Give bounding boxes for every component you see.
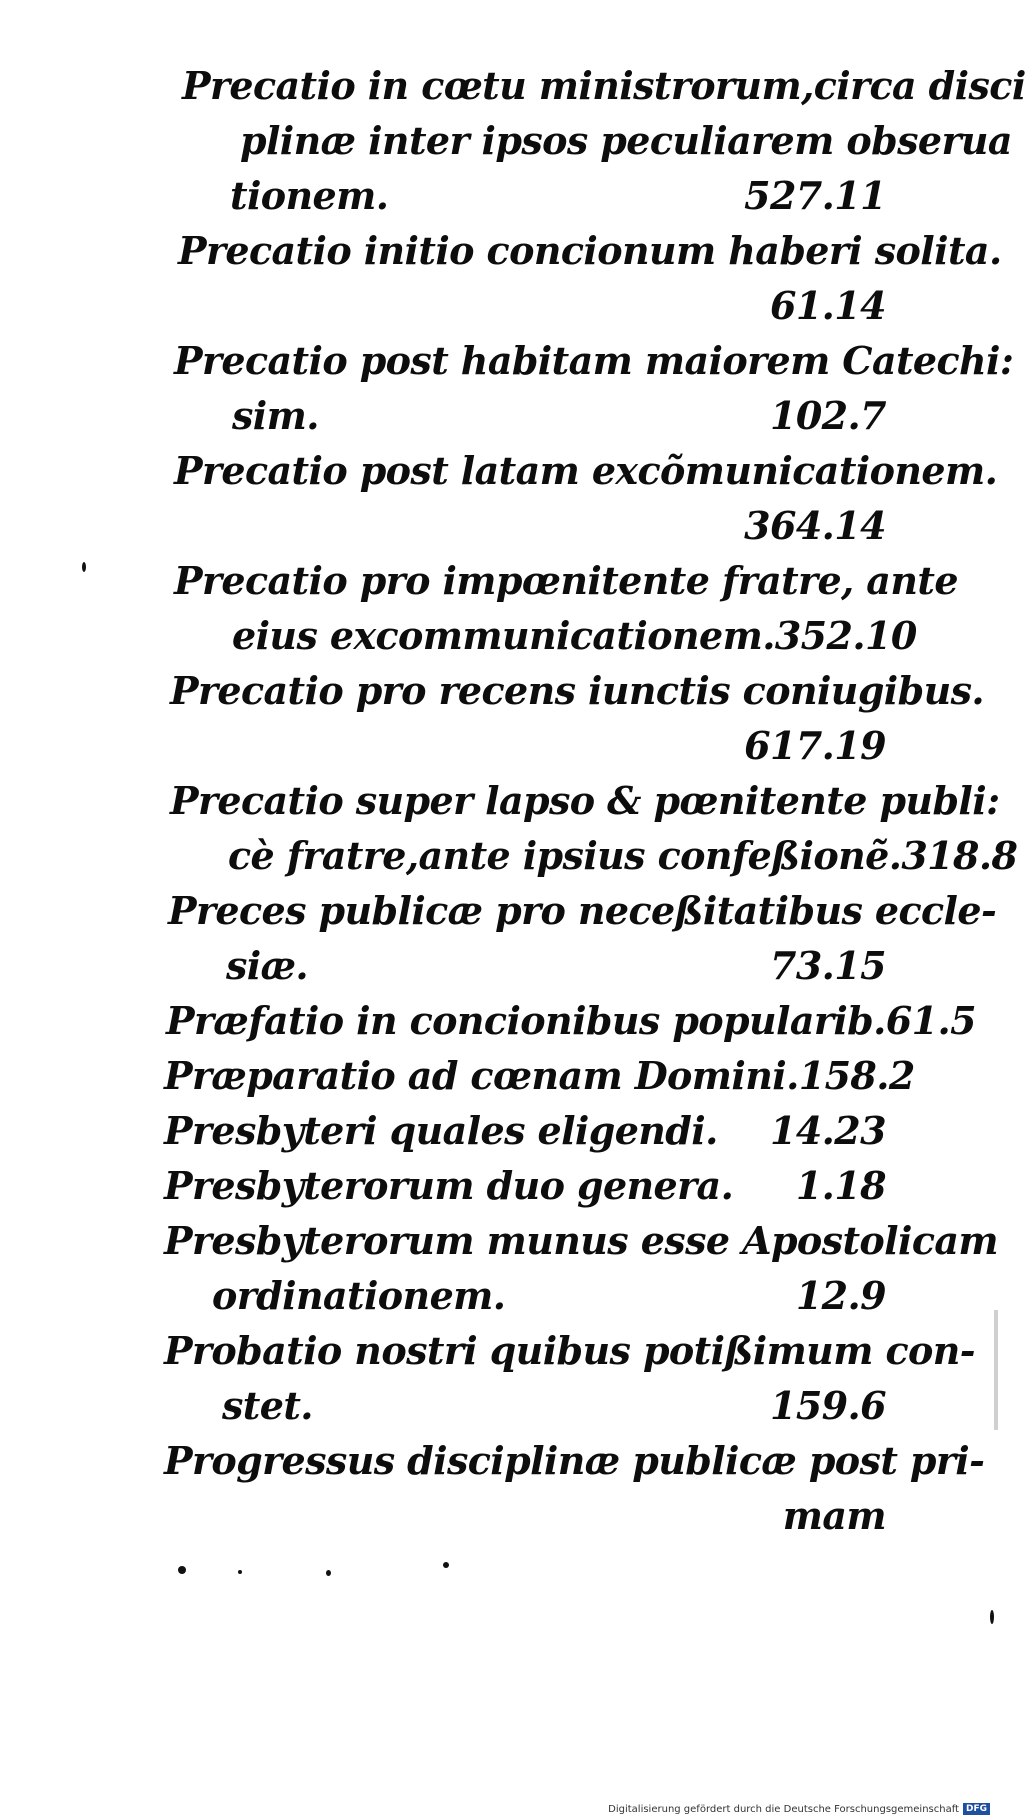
page-reference: 364.14	[744, 503, 886, 548]
entry-line	[164, 1323, 975, 1378]
digitization-footer	[608, 1803, 990, 1815]
page-reference: 14.23	[770, 1108, 886, 1153]
index-entry	[178, 223, 1002, 333]
entry-text: Precatio super lapso & pœnitente publi:	[170, 778, 1000, 823]
index-entry	[174, 333, 1014, 443]
page-reference: 12.9	[795, 1273, 886, 1318]
entry-line	[174, 498, 900, 553]
entry-text: cè fratre,ante ipsius confeßionẽ.	[228, 833, 902, 878]
index-entry	[170, 773, 1018, 883]
page-reference: 159.6	[770, 1383, 886, 1428]
entry-line	[174, 388, 900, 443]
index-entry	[164, 1158, 900, 1213]
entry-line	[178, 223, 1002, 278]
entry-line	[170, 718, 900, 773]
index-entry	[168, 883, 997, 993]
entry-line	[164, 1433, 985, 1488]
index-entry	[174, 443, 998, 553]
entry-text: sim.	[232, 393, 319, 438]
page-reference: 318.8	[901, 833, 1018, 878]
page-reference: 61.14	[770, 283, 886, 328]
entry-text: ordinationem.	[212, 1273, 506, 1318]
index-entry	[166, 993, 976, 1048]
index-entry	[174, 553, 958, 663]
entry-text: Precatio post habitam maiorem Catechi:	[174, 338, 1014, 383]
entry-line	[174, 333, 1014, 388]
entry-line	[164, 1103, 900, 1158]
entry-line	[178, 278, 900, 333]
scan-speck	[178, 1566, 186, 1574]
page-reference: 617.19	[744, 723, 886, 768]
entry-text: Precatio initio concionum haberi solita.	[178, 228, 1002, 273]
entry-line	[168, 883, 997, 938]
entry-text: stet.	[222, 1383, 313, 1428]
entry-line	[174, 553, 958, 608]
entry-text: Progressus disciplinæ publicæ post pri-	[164, 1438, 985, 1483]
entry-line	[182, 113, 1012, 168]
scan-edge-mark	[994, 1310, 998, 1430]
footer-credit: Digitalisierung gefördert durch die Deutsche Forschungsgemeinschaft	[608, 1803, 959, 1815]
entry-line	[164, 1213, 999, 1268]
entry-text: tionem.	[230, 173, 389, 218]
entry-text: eius excommunicationem.	[232, 613, 775, 658]
index-entry	[182, 58, 1026, 223]
catchword: mam	[782, 1493, 886, 1538]
entry-line	[164, 1048, 915, 1103]
entry-text: Precatio pro impœnitente fratre, ante	[174, 558, 958, 603]
entry-line	[166, 993, 976, 1048]
entry-text: Preces publicæ pro neceßitatibus eccle-	[168, 888, 997, 933]
entry-text: Precatio post latam excõmunicationem.	[174, 448, 998, 493]
entry-text: Presbyterorum munus esse Apostolicam	[164, 1218, 999, 1263]
index-entry	[164, 1323, 975, 1433]
page-reference: 527.11	[744, 173, 886, 218]
scan-speck	[238, 1570, 242, 1574]
entry-line	[168, 938, 900, 993]
index-entry	[164, 1213, 999, 1323]
entry-text: plinæ inter ipsos peculiarem obserua	[240, 118, 1012, 163]
scan-speck	[443, 1562, 449, 1568]
entry-line	[170, 663, 985, 718]
entry-text: Præparatio ad cœnam Domini.	[164, 1053, 799, 1098]
scan-speck	[990, 1610, 994, 1624]
entry-text: Precatio in cœtu ministrorum,circa disci	[182, 63, 1026, 108]
entry-line	[182, 58, 1026, 113]
entry-text: Præfatio in concionibus popularib.	[166, 998, 886, 1043]
entry-text: Presbyterorum duo genera.	[164, 1163, 734, 1208]
entry-line	[164, 1268, 900, 1323]
page-reference: 73.15	[770, 943, 886, 988]
entry-line	[170, 773, 1000, 828]
entry-line	[174, 443, 998, 498]
index-entry	[164, 1433, 985, 1488]
entry-line	[170, 828, 1018, 883]
scan-speck	[82, 562, 86, 572]
page-reference: 1.18	[795, 1163, 886, 1208]
entry-text: Precatio pro recens iunctis coniugibus.	[170, 668, 985, 713]
index-entries	[160, 58, 1026, 1543]
entry-text: siæ.	[226, 943, 309, 988]
catchword-row	[160, 1488, 900, 1543]
entry-line	[164, 1158, 900, 1213]
entry-line	[182, 168, 900, 223]
index-entry	[170, 663, 985, 773]
index-entry	[164, 1048, 915, 1103]
page-reference: 61.5	[885, 998, 976, 1043]
index-entry	[164, 1103, 900, 1158]
dfg-logo: DFG	[963, 1803, 990, 1815]
page-reference: 158.2	[798, 1053, 915, 1098]
page-reference: 102.7	[770, 393, 886, 438]
entry-line	[164, 1378, 900, 1433]
entry-text: Presbyteri quales eligendi.	[164, 1108, 718, 1153]
page-reference: 352.10	[774, 613, 917, 658]
scan-speck	[326, 1570, 331, 1576]
entry-text: Probatio nostri quibus potißimum con-	[164, 1328, 975, 1373]
entry-line	[174, 608, 917, 663]
